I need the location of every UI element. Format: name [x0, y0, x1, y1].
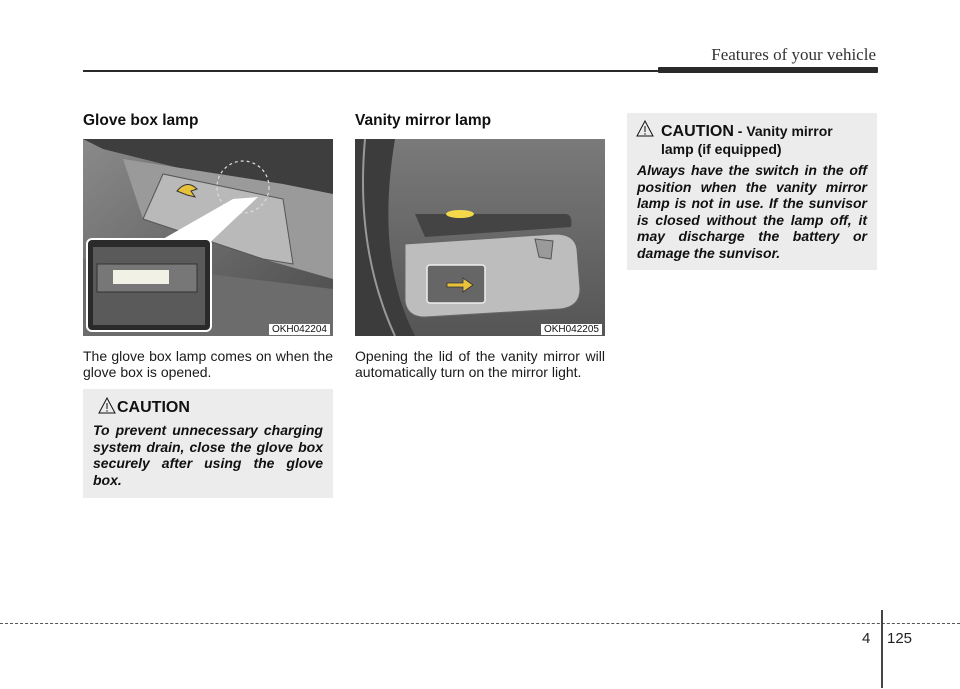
- page-number: 125: [887, 630, 913, 647]
- warning-triangle-icon: [98, 397, 116, 415]
- glove-box-caution-text: To prevent unnecessary charging system drain, close the glove box securely after using the glove box.: [93, 422, 323, 488]
- vanity-caution-subtitle-line2: lamp (if equipped): [661, 141, 782, 157]
- vanity-mirror-heading: Vanity mirror lamp: [355, 112, 492, 129]
- vanity-caution-title-main: CAUTION: [661, 123, 734, 140]
- glove-box-illustration: [83, 139, 333, 336]
- glove-box-heading: Glove box lamp: [83, 112, 199, 129]
- vanity-mirror-illustration: [355, 139, 605, 336]
- footer-divider: [881, 610, 883, 688]
- header-rule-accent: [658, 67, 878, 73]
- chapter-number: 4: [862, 630, 871, 647]
- vanity-caution-box: [627, 113, 877, 270]
- vanity-mirror-figure-code: OKH042205: [541, 324, 602, 335]
- glove-box-caution-title: CAUTION: [117, 399, 190, 416]
- glove-box-caution-box: [83, 389, 333, 498]
- vanity-caution-subtitle: - Vanity mirror: [733, 123, 833, 139]
- vanity-mirror-figure: [355, 139, 605, 336]
- vanity-caution-text: Always have the switch in the off position when the vanity mirror lamp is not in use. If the sunvisor is closed without the lamp off, it may discharge the battery or damage the sunvisor.: [637, 162, 867, 261]
- glove-box-body: The glove box lamp comes on when the glove box is opened.: [83, 348, 333, 380]
- footer-rule: [0, 623, 960, 624]
- warning-triangle-icon: [636, 120, 654, 138]
- running-header: Features of your vehicle: [711, 45, 876, 64]
- glove-box-figure-code: OKH042204: [269, 324, 330, 335]
- glove-box-figure: [83, 139, 333, 336]
- vanity-caution-title: [661, 123, 833, 141]
- vanity-mirror-body: Opening the lid of the vanity mirror will automatically turn on the mirror light.: [355, 348, 605, 380]
